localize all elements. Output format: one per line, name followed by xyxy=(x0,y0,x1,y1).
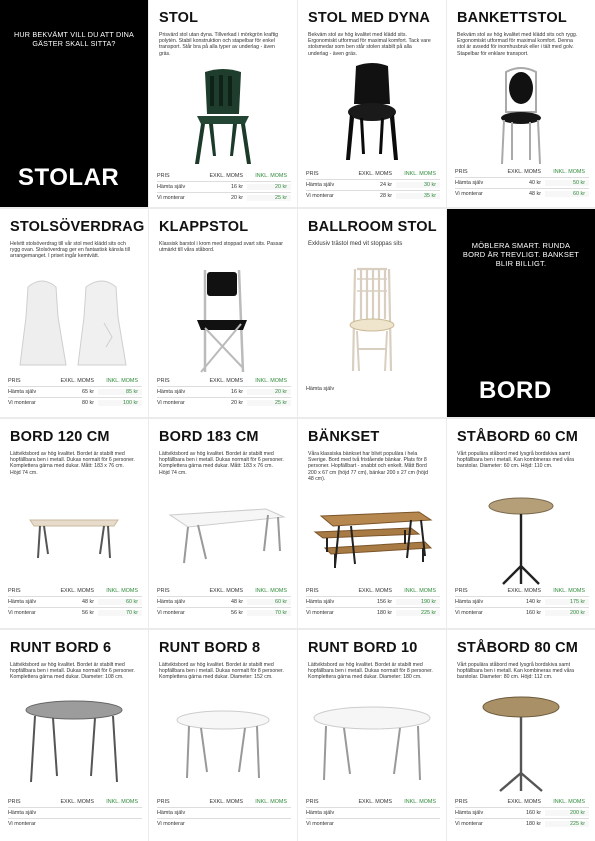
price-row-label: Hämta själv xyxy=(306,810,335,816)
price-row xyxy=(306,607,440,618)
product-title: BALLROOM STOL xyxy=(308,219,437,235)
price-row xyxy=(157,181,291,192)
price-row-label: Vi monterar xyxy=(455,821,483,827)
price-table xyxy=(455,796,589,829)
price-inkl: 60 kr xyxy=(247,599,291,605)
price-row-label: Vi monterar xyxy=(306,610,334,616)
price-header-exkl: EXKL. MOMS xyxy=(209,172,243,179)
stolar-question: HUR BEKVÄMT VILL DU ATT DINA GÄSTER SKALL SITTA? xyxy=(14,30,134,48)
price-table xyxy=(306,168,440,201)
price-exkl: 156 kr xyxy=(377,599,392,605)
price-exkl: 160 kr xyxy=(526,810,541,816)
price-header-inkl: INKL. MOMS xyxy=(553,798,585,805)
price-row xyxy=(306,818,440,829)
price-row xyxy=(8,397,142,408)
price-inkl: 175 kr xyxy=(545,599,589,605)
price-row xyxy=(455,596,589,607)
price-header-exkl: EXKL. MOMS xyxy=(358,587,392,594)
bord-slogan: MÖBLERA SMART. RUNDA BORD ÄR TREVLIGT. BANKSET BLIR BILLIGT. xyxy=(462,241,580,268)
ballroom-chair-image xyxy=(298,265,446,375)
product-card-stolsoverdrag xyxy=(0,209,148,417)
price-header-exkl: EXKL. MOMS xyxy=(209,377,243,384)
price-header-pris: PRIS xyxy=(455,798,468,805)
price-row-label: Vi monterar xyxy=(8,400,36,406)
product-description: Vårt populära ståbord med lysgrå bordskiva samt hopfällbara ben i metall. Kan kombineras med våra barstolar. Diameter: 60 cm. Höjd: 110 cm. xyxy=(457,451,575,470)
bord-heading: BORD xyxy=(479,377,552,404)
price-row-label: Vi monterar xyxy=(8,610,36,616)
price-inkl: 85 kr xyxy=(98,389,142,395)
price-header-inkl: INKL. MOMS xyxy=(404,587,436,594)
price-row-label: Hämta själv xyxy=(455,180,484,186)
product-description: Lättviktsbord av hög kvalitet. Bordet är stabilt med hopfällbara ben i metall. Dukas normalt för 6 personer. Komplettera gärna med dukar. Mått: 183 x 76 cm. Höjd 74 cm. xyxy=(159,451,284,476)
product-description: Prisvärd stol utan dyna. Tillverkad i mörkgrön kraftig polytén. Stabil konstruktion och stapelbar för enkel transport. Står bra på alla typer av underlag - även gräs. xyxy=(159,32,279,57)
product-card-bord-120 xyxy=(0,419,148,628)
price-exkl: 20 kr xyxy=(231,195,243,201)
price-header-inkl: INKL. MOMS xyxy=(255,172,287,179)
price-row xyxy=(306,190,440,201)
price-inkl: 190 kr xyxy=(396,599,440,605)
price-header-exkl: EXKL. MOMS xyxy=(60,587,94,594)
table-120-image xyxy=(0,505,148,565)
bench-set-image xyxy=(298,505,446,575)
product-card-runt-bord-6 xyxy=(0,630,148,841)
price-inkl: 225 kr xyxy=(396,610,440,616)
price-exkl: 160 kr xyxy=(526,610,541,616)
standing-table-60-image xyxy=(447,495,595,587)
product-title: STÅBORD 60 CM xyxy=(457,429,579,445)
price-header-inkl: INKL. MOMS xyxy=(106,587,138,594)
price-exkl: 180 kr xyxy=(377,610,392,616)
product-description: Lättviktsbord av hög kvalitet. Bordet är stabilt med hopfällbara ben i metall. Dukas normalt för 6 personer. Komplettera gärna med dukar. Diameter: 108 cm. xyxy=(10,662,135,681)
price-header-exkl: EXKL. MOMS xyxy=(209,587,243,594)
product-card-bankettstol xyxy=(447,0,595,207)
chair-covers-image xyxy=(0,275,148,371)
price-row-label: Hämta själv xyxy=(157,389,186,395)
product-card-ballroom-stol xyxy=(298,209,446,417)
price-table xyxy=(455,166,589,199)
price-table xyxy=(157,375,291,408)
price-exkl: 80 kr xyxy=(82,400,94,406)
price-row xyxy=(8,818,142,829)
product-description: Bekväm stol av hög kvalitet med klädd sits och rygg. Ergonomiskt utformad för maximal komfort. Denna stol är avsedd för inomhusbruk eller i tält med golv. Stapelbar för enklare transport. xyxy=(457,32,578,57)
price-header-pris: PRIS xyxy=(306,798,319,805)
product-title: RUNT BORD 10 xyxy=(308,640,418,656)
price-table xyxy=(8,375,142,408)
price-row xyxy=(455,818,589,829)
price-row xyxy=(306,383,440,394)
product-description: Bekväm stol av hög kvalitet med klädd sits. Ergonomiskt utformad för maximal komfort. Tack vare stolsmedar som ben står stolen stabilt på alla underlag - även gräs. xyxy=(308,32,431,57)
folding-chair-image xyxy=(149,267,297,375)
price-header-exkl: EXKL. MOMS xyxy=(507,168,541,175)
bord-intro-cell xyxy=(447,209,595,417)
product-card-stol xyxy=(149,0,297,207)
price-row-label: Hämta själv xyxy=(455,810,484,816)
price-header-pris: PRIS xyxy=(8,377,21,384)
price-row-label: Vi monterar xyxy=(306,821,334,827)
product-title: STÅBORD 80 CM xyxy=(457,640,579,656)
price-header-pris: PRIS xyxy=(455,587,468,594)
product-card-bankset xyxy=(298,419,446,628)
price-header-pris: PRIS xyxy=(455,168,468,175)
price-row-label: Vi monterar xyxy=(157,400,185,406)
price-exkl: 40 kr xyxy=(529,180,541,186)
price-row-label: Hämta själv xyxy=(455,599,484,605)
price-header-exkl: EXKL. MOMS xyxy=(60,377,94,384)
product-card-stol-med-dyna xyxy=(298,0,446,207)
price-header-pris: PRIS xyxy=(8,587,21,594)
price-inkl: 70 kr xyxy=(247,610,291,616)
price-row-label: Hämta själv xyxy=(8,599,37,605)
price-header-inkl: INKL. MOMS xyxy=(404,170,436,177)
product-title: STOL xyxy=(159,10,199,26)
price-row xyxy=(157,596,291,607)
price-row-label: Vi monterar xyxy=(8,821,36,827)
price-header-pris: PRIS xyxy=(157,172,170,179)
price-row xyxy=(8,386,142,397)
product-description: Våra klassiska bänkset har blivit populära i hela Sverige. Bord med två fristående bänkar. Plats för 8 personer. Hopfällbart - snabbt och enkelt. Mått Bord 200 x 67 cm (höjd 77 cm), bänkar 200 x 27 cm (höjd 48 cm). xyxy=(308,451,428,482)
product-description: Lättviktsbord av hög kvalitet. Bordet är stabilt med hopfällbara ben i metall. Dukas normalt för 8 personer. Komplettera gärna med dukar. Diameter: 152 cm. xyxy=(159,662,284,681)
stolar-intro-cell xyxy=(0,0,148,207)
round-table-6-image xyxy=(0,696,148,786)
price-exkl: 65 kr xyxy=(82,389,94,395)
price-header-inkl: INKL. MOMS xyxy=(255,587,287,594)
product-title: STOL MED DYNA xyxy=(308,10,431,26)
price-header-pris: PRIS xyxy=(157,798,170,805)
product-description: Vårt populära ståbord med lysgrå bordskiva samt hopfällbara ben i metall. Kan kombineras med våra barstolar. Diameter: 80 cm. Höjd: 112 cm. xyxy=(457,662,575,681)
price-exkl: 48 kr xyxy=(529,191,541,197)
standing-table-80-image xyxy=(447,694,595,794)
price-row xyxy=(455,188,589,199)
price-header-exkl: EXKL. MOMS xyxy=(358,170,392,177)
price-row xyxy=(455,607,589,618)
price-header-pris: PRIS xyxy=(306,170,319,177)
price-row-label: Vi monterar xyxy=(455,191,483,197)
price-row-label: Hämta själv xyxy=(306,385,335,392)
product-description: Exklusiv trästol med vit stoppas sits xyxy=(308,241,403,247)
product-description: Lättviktsbord av hög kvalitet. Bordet är stabilt med hopfällbara ben i metall. Dukas normalt för 8 personer. Komplettera gärna med dukar. Diameter: 180 cm. xyxy=(308,662,433,681)
price-inkl: 30 kr xyxy=(396,182,440,188)
price-row xyxy=(157,386,291,397)
product-title: BÄNKSET xyxy=(308,429,380,445)
price-row-label: Hämta själv xyxy=(157,810,186,816)
product-description: Lättviktsbord av hög kvalitet. Bordet är stabilt med hopfällbara ben i metall. Dukas normalt för 6 personer. Komplettera gärna med dukar. Mått: 183 x 76 cm. Höjd 74 cm. xyxy=(10,451,135,476)
price-table xyxy=(306,383,440,394)
price-inkl: 60 kr xyxy=(98,599,142,605)
price-row-label: Vi monterar xyxy=(455,610,483,616)
table-183-image xyxy=(149,503,297,567)
product-title: BORD 183 CM xyxy=(159,429,259,445)
price-table xyxy=(306,796,440,829)
price-exkl: 56 kr xyxy=(82,610,94,616)
price-row xyxy=(306,807,440,818)
price-header-exkl: EXKL. MOMS xyxy=(209,798,243,805)
product-card-runt-bord-8 xyxy=(149,630,297,841)
price-inkl: 20 kr xyxy=(247,184,291,190)
price-table xyxy=(8,585,142,618)
price-header-exkl: EXKL. MOMS xyxy=(507,587,541,594)
stolar-heading: STOLAR xyxy=(18,164,120,191)
price-inkl: 60 kr xyxy=(545,191,589,197)
price-header-inkl: INKL. MOMS xyxy=(404,798,436,805)
price-exkl: 48 kr xyxy=(231,599,243,605)
price-header-exkl: EXKL. MOMS xyxy=(507,798,541,805)
price-header-inkl: INKL. MOMS xyxy=(255,377,287,384)
price-header-pris: PRIS xyxy=(157,377,170,384)
price-row-label: Hämta själv xyxy=(8,810,37,816)
price-table xyxy=(455,585,589,618)
price-table xyxy=(157,796,291,829)
price-inkl: 50 kr xyxy=(545,180,589,186)
product-title: RUNT BORD 6 xyxy=(10,640,112,656)
product-title: RUNT BORD 8 xyxy=(159,640,261,656)
product-description: Klassisk barstol i krom med stoppad svart sits. Passar utmärkt till våra ståbord. xyxy=(159,241,283,254)
price-header-inkl: INKL. MOMS xyxy=(553,168,585,175)
price-exkl: 140 kr xyxy=(526,599,541,605)
price-header-inkl: INKL. MOMS xyxy=(106,377,138,384)
price-header-inkl: INKL. MOMS xyxy=(255,798,287,805)
price-row xyxy=(306,596,440,607)
price-row xyxy=(455,177,589,188)
price-inkl: 20 kr xyxy=(247,389,291,395)
black-padded-chair-image xyxy=(298,62,446,162)
price-table xyxy=(157,585,291,618)
price-row-label: Hämta själv xyxy=(306,182,335,188)
price-header-exkl: EXKL. MOMS xyxy=(358,798,392,805)
price-exkl: 16 kr xyxy=(231,184,243,190)
product-title: BANKETTSTOL xyxy=(457,10,567,26)
price-row xyxy=(8,607,142,618)
price-inkl: 200 kr xyxy=(545,810,589,816)
price-row-label: Hämta själv xyxy=(8,389,37,395)
price-row-label: Hämta själv xyxy=(157,599,186,605)
price-row xyxy=(8,807,142,818)
product-card-runt-bord-10 xyxy=(298,630,446,841)
price-inkl: 200 kr xyxy=(545,610,589,616)
price-header-exkl: EXKL. MOMS xyxy=(60,798,94,805)
price-table xyxy=(306,585,440,618)
price-exkl: 56 kr xyxy=(231,610,243,616)
price-header-pris: PRIS xyxy=(8,798,21,805)
product-card-klappstol xyxy=(149,209,297,417)
round-table-8-image xyxy=(149,706,297,782)
price-row-label: Vi monterar xyxy=(157,821,185,827)
price-row xyxy=(157,818,291,829)
banquet-chair-image xyxy=(447,66,595,166)
green-plastic-chair-image xyxy=(149,66,297,166)
price-header-pris: PRIS xyxy=(157,587,170,594)
price-table xyxy=(8,796,142,829)
product-title: BORD 120 CM xyxy=(10,429,110,445)
product-title: KLAPPSTOL xyxy=(159,219,249,235)
price-row-label: Vi monterar xyxy=(157,195,185,201)
price-row-label: Vi monterar xyxy=(306,193,334,199)
price-row-label: Hämta själv xyxy=(157,184,186,190)
price-row xyxy=(157,807,291,818)
product-card-stabord-60 xyxy=(447,419,595,628)
round-table-10-image xyxy=(298,702,446,784)
price-inkl: 100 kr xyxy=(98,400,142,406)
product-card-stabord-80 xyxy=(447,630,595,841)
price-inkl: 225 kr xyxy=(545,821,589,827)
product-title: STOLSÖVERDRAG xyxy=(10,219,145,235)
price-table xyxy=(157,170,291,203)
price-row-label: Vi monterar xyxy=(157,610,185,616)
price-row-label: Hämta själv xyxy=(306,599,335,605)
price-inkl: 35 kr xyxy=(396,193,440,199)
price-exkl: 48 kr xyxy=(82,599,94,605)
price-row xyxy=(157,607,291,618)
price-row xyxy=(8,596,142,607)
price-row xyxy=(455,807,589,818)
price-exkl: 20 kr xyxy=(231,400,243,406)
price-exkl: 28 kr xyxy=(380,193,392,199)
price-exkl: 24 kr xyxy=(380,182,392,188)
price-exkl: 180 kr xyxy=(526,821,541,827)
product-card-bord-183 xyxy=(149,419,297,628)
price-header-pris: PRIS xyxy=(306,587,319,594)
price-inkl: 70 kr xyxy=(98,610,142,616)
price-header-inkl: INKL. MOMS xyxy=(106,798,138,805)
price-row xyxy=(306,179,440,190)
price-header-inkl: INKL. MOMS xyxy=(553,587,585,594)
price-row xyxy=(157,397,291,408)
price-inkl: 25 kr xyxy=(247,400,291,406)
product-description: Helvitt stolsöverdrag till vår stol med klädd sits och rygg ovan. Stolsöverdrag ger en fantastisk känsla till arrangemanget. I priset ingår kemtvätt. xyxy=(10,241,130,260)
price-exkl: 16 kr xyxy=(231,389,243,395)
price-inkl: 25 kr xyxy=(247,195,291,201)
price-row xyxy=(157,192,291,203)
